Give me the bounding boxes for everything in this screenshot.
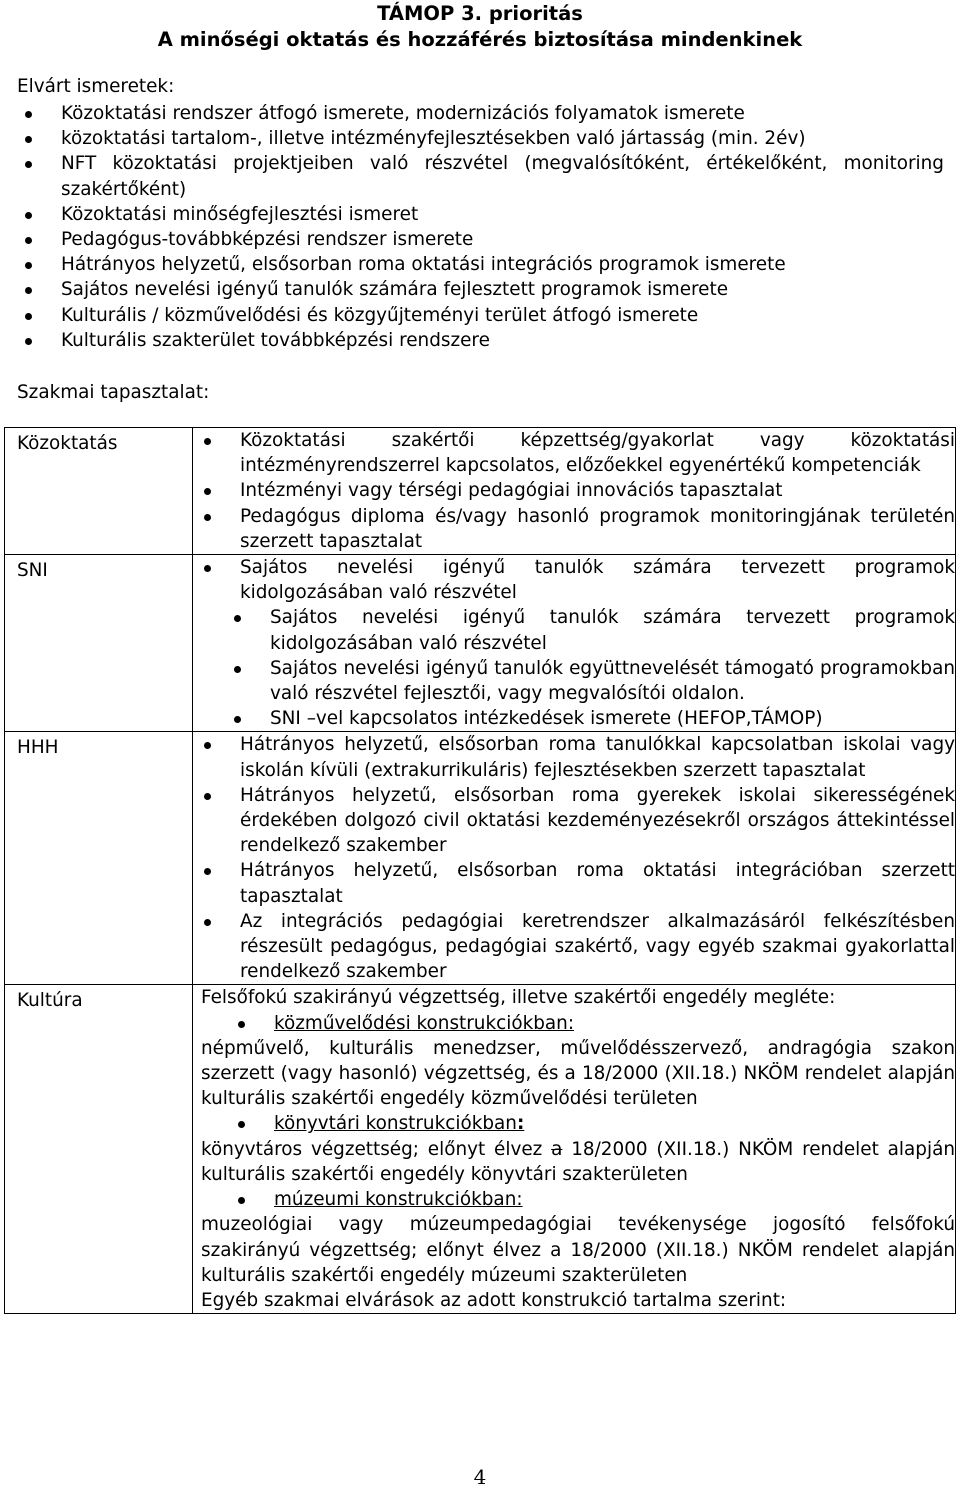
kozoktatas-list [240,428,955,554]
expected-knowledge-list [61,101,944,353]
konyvtar-text-a: könyvtáros végzettség; előnyt élvez [201,1138,552,1160]
row-label: HHH [5,732,193,985]
page-number: 4 [473,1465,487,1489]
list-item: Hátrányos helyzetű, elsősorban roma oktatási integrációs programok ismerete [61,252,944,277]
row-label: SNI [5,555,193,732]
muzeum-label: múzeumi konstrukciókban: [274,1189,523,1211]
list-item: NFT közoktatási projektjeiben való részvétel (megvalósítóként, értékelőként, monitoring szakértőként) [61,151,944,201]
list-item: Az integrációs pedagógiai keretrendszer alkalmazásáról felkészítésben részesült pedagógus, pedagógiai szakértő, vagy egyéb szakmai gyakorlattal rendelkező szakember [240,909,955,985]
table-row-kozoktatas [5,428,956,555]
header-title: TÁMOP 3. prioritás [377,2,583,25]
expected-knowledge-heading: Elvárt ismeretek: [17,76,175,97]
list-item: Hátrányos helyzetű, elsősorban roma oktatási integrációban szerzett tapasztalat [240,858,955,908]
sni-sublist [240,605,955,731]
list-item: Hátrányos helyzetű, elsősorban roma tanulókkal kapcsolatban iskolai vagy iskolán kívüli (extrakurrikuláris) fejlesztésekben szerzett tapasztalat [240,732,955,782]
kozmuv-text: népművelő, kulturális menedzser, művelődésszervező, andragógia szakon szerzett (vagy hasonló) végzettség, és a 18/2000 (XII.18.) NKÖM rendelet alapján kulturális szakértői engedély közművelődési területen [201,1037,955,1110]
list-item: Kulturális / közművelődési és közgyűjteményi terület átfogó ismerete [61,303,944,328]
row-content [193,555,956,732]
konyvtar-heading-list [274,1111,955,1136]
list-item: Sajátos nevelési igényű tanulók együttnevelését támogató programokban való részvétel fejlesztői, vagy megvalósítói oldalon. [270,656,955,706]
kozmuv-label: közművelődési konstrukciókban: [274,1012,575,1034]
row-content [193,985,956,1314]
list-item: Sajátos nevelési igényű tanulók számára tervezett programok kidolgozásában való részvétel [270,605,955,655]
list-item: Hátrányos helyzetű, elsősorban roma gyerekek iskolai sikerességének érdekében dolgozó civil oktatási kezdeményezésekről országos áttekintéssel rendelkező szakember [240,783,955,859]
list-item: Közoktatási minőségfejlesztési ismeret [61,202,944,227]
konyvtar-text [201,1137,955,1187]
list-item: Pedagógus diploma és/vagy hasonló programok monitoringjának területén szerzett tapasztalat [240,504,955,554]
muzeum-text: muzeológiai vagy múzeumpedagógiai tevékenysége jogosító felsőfokú szakirányú végzettség; előnyt élvez a 18/2000 (XII.18.) NKÖM rendelet alapján kulturális szakértői engedély múzeumi szakterületen [201,1214,955,1286]
list-item: Közoktatási szakértői képzettség/gyakorlat vagy közoktatási intézményrendszerrel kapcsolatos, előzőekkel egyenértékű kompetenciák [240,428,955,478]
kozmuv-heading-list [274,1011,955,1036]
list-item: Sajátos nevelési igényű tanulók számára fejlesztett programok ismerete [61,277,944,302]
professional-experience-heading: Szakmai tapasztalat: [17,382,210,403]
muzeum-heading-list [274,1187,955,1212]
list-item: Intézményi vagy térségi pedagógiai innovációs tapasztalat [240,478,955,503]
sni-list [240,555,955,605]
list-item [274,1011,955,1036]
list-item [274,1187,955,1212]
list-item: SNI –vel kapcsolatos intézkedések ismerete (HEFOP,TÁMOP) [270,706,955,731]
konyvtar-text-b: 18/2000 (XII.18.) NKÖM rendelet alapján kulturális szakértői engedély könyvtári szakterületen [201,1138,955,1185]
table-row-sni [5,555,956,732]
row-content [193,428,956,555]
list-item: Sajátos nevelési igényű tanulók számára tervezett programok kidolgozásában való részvétel [240,555,955,605]
list-item: Kulturális szakterület továbbképzési rendszere [61,328,944,353]
hhh-list [240,732,955,984]
experience-table [4,427,956,1314]
kultura-closing: Egyéb szakmai elvárások az adott konstrukció tartalma szerint: [201,1289,787,1311]
header-subtitle: A minőségi oktatás és hozzáférés biztosítása mindenkinek [157,28,803,51]
table-row-hhh [5,732,956,985]
row-label: Közoktatás [5,428,193,555]
list-item [274,1111,955,1136]
list-item: Közoktatási rendszer átfogó ismerete, modernizációs folyamatok ismerete [61,101,944,126]
table-row-kultura [5,985,956,1314]
row-label: Kultúra [5,985,193,1314]
konyvtar-label: könyvtári konstrukciókban [274,1113,517,1135]
row-content [193,732,956,985]
kultura-intro: Felsőfokú szakirányú végzettség, illetve szakértői engedély megléte: [201,987,836,1009]
list-item: közoktatási tartalom-, illetve intézményfejlesztésekben való jártasság (min. 2év) [61,126,944,151]
konyvtar-strike: a [551,1138,563,1160]
list-item: Pedagógus-továbbképzési rendszer ismerete [61,227,944,252]
konyvtar-colon: : [516,1113,525,1135]
